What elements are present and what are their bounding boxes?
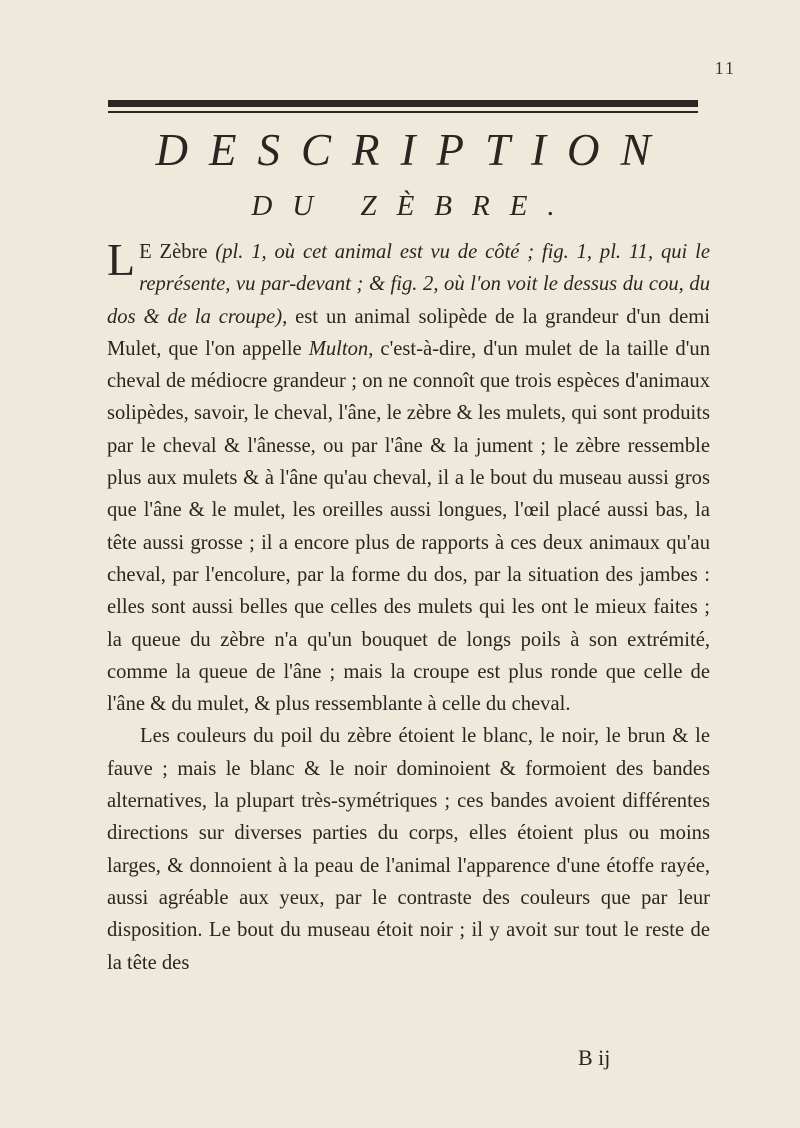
paragraph-1-segment-3: , est un animal solipède de la grandeur d'un demi Mulet, que l'on appelle — [107, 305, 710, 360]
paragraph-1-segment-5: , c'est-à-dire, d'un mulet de la taille d'un cheval de médiocre grandeur ; on ne connoît que trois espèces d'animaux solipèdes, savoir, le cheval, l'âne, le zèbre & les mulets, qui sont produits par le cheval & l'ânesse, ou par l'âne & la jument ; le zèbre ressemble plus aux mulets & à l'âne qu'au cheval, il a le bout du museau aussi gros que l'âne & le mulet, les oreilles aussi longues, l'œil placé aussi bas, la tête aussi grosse ; il a encore plus de rapports à ces deux animaux qu'au cheval, par l'encolure, par la forme du dos, par la situation des jambes : elles sont aussi belles que celles des mulets qui les ont le mieux faites ; la queue du zèbre n'a qu'un bouquet de longs poils à son extrémité, comme la queue de l'âne ; mais la croupe est plus ronde que celle de l'âne & du mulet, & plus ressemblante à celle du cheval. — [107, 337, 710, 716]
drop-cap: L — [107, 234, 136, 285]
paragraph-2: Les couleurs du poil du zèbre étoient le blanc, le noir, le brun & le fauve ; mais le blanc & le noir dominoient & formoient des bandes alternatives, la plupart très-symétriques ; ces bandes avoient différentes directions sur diverses parties du corps, elles étoient plus ou moins larges, & donnoient à la peau de l'animal l'apparence d'une étoffe rayée, aussi agréable aux yeux, par le contraste des couleurs que par leur disposition. Le bout du museau étoit noir ; il y avoit sur tout le reste de la tête des — [107, 725, 710, 974]
section-subtitle: DU ZÈBRE. — [251, 190, 575, 222]
body-text — [107, 236, 710, 979]
paragraph-1-term-multon: Multon — [308, 337, 369, 360]
section-title: DESCRIPTION — [155, 125, 672, 175]
paragraph-1-figure-references: (pl. 1, où cet animal est vu de côté ; fig. 1, pl. 11, qui le représente, vu par-devant ; & fig. 2, où l'on voit le dessus du cou, du dos & de la croupe) — [107, 241, 710, 328]
signature-mark: B ij — [578, 1045, 611, 1070]
paragraph-1 — [107, 236, 710, 720]
page-number: 11 — [714, 58, 736, 78]
header-rule-thick — [108, 100, 698, 107]
paragraph-1-segment-1: E Zèbre — [139, 241, 216, 263]
header-rule-thin — [108, 111, 698, 113]
